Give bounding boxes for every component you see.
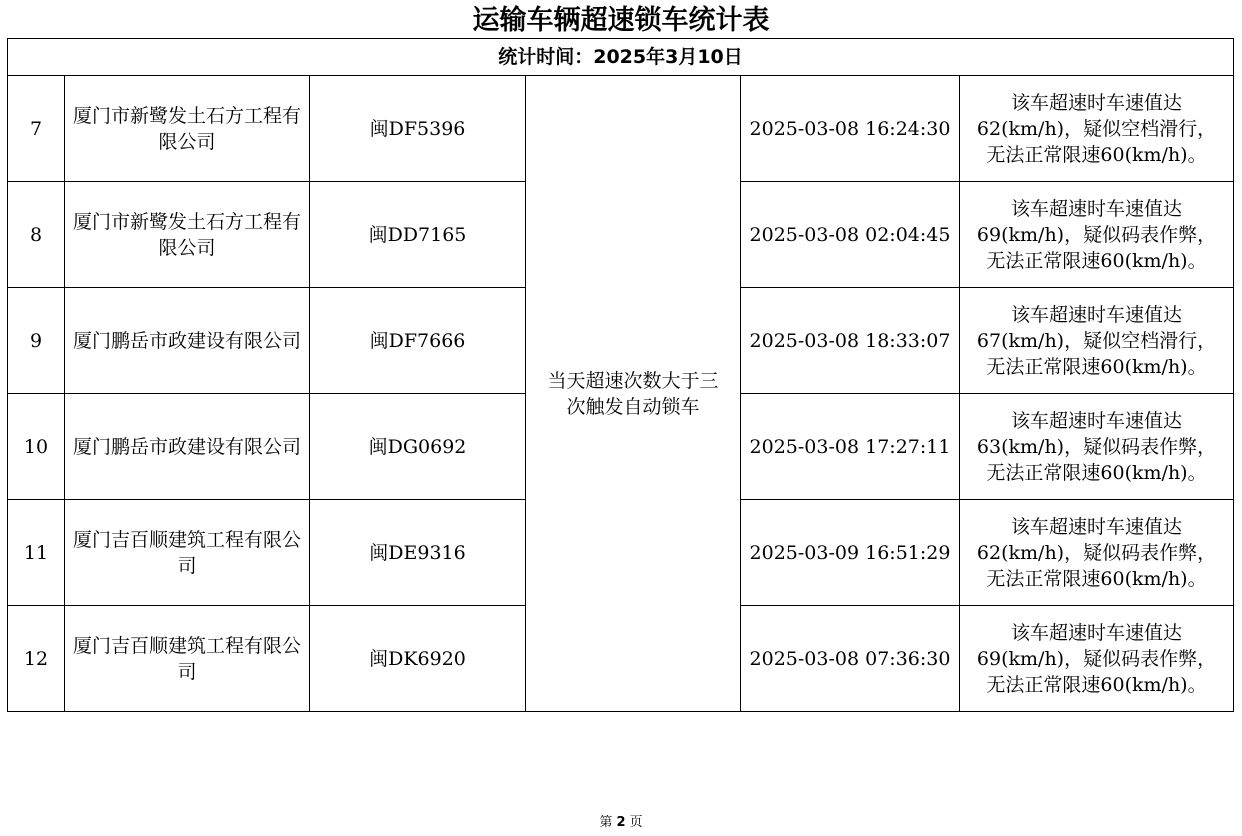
desc-line: 无法正常限速60(km/h)。 bbox=[986, 249, 1207, 272]
company-name: 厦门吉百顺建筑工程有限公司 bbox=[65, 500, 310, 606]
desc-line: 62(km/h)，疑似空档滑行， bbox=[976, 117, 1217, 140]
plate-number: 闽DE9316 bbox=[310, 500, 526, 606]
page-suffix: 页 bbox=[629, 815, 643, 830]
desc-line: 无法正常限速60(km/h)。 bbox=[986, 143, 1207, 166]
page-prefix: 第 bbox=[599, 815, 613, 830]
row-number: 8 bbox=[8, 182, 65, 288]
company-name: 厦门吉百顺建筑工程有限公司 bbox=[65, 606, 310, 712]
row-number: 10 bbox=[8, 394, 65, 500]
stat-time-row bbox=[8, 39, 1234, 76]
page-footer bbox=[0, 811, 1242, 830]
lock-reason bbox=[526, 76, 741, 712]
company-name: 厦门鹏岳市政建设有限公司 bbox=[65, 394, 310, 500]
document-title: 运输车辆超速锁车统计表 bbox=[472, 5, 770, 36]
desc-line: 63(km/h)，疑似码表作弊， bbox=[976, 435, 1217, 458]
overspeed-time: 2025-03-09 16:51:29 bbox=[741, 500, 960, 606]
desc-line: 该车超速时车速值达 bbox=[1011, 303, 1183, 326]
desc-line: 该车超速时车速值达 bbox=[1011, 409, 1183, 432]
overspeed-lock-table bbox=[7, 38, 1234, 712]
speed-description bbox=[960, 76, 1234, 182]
plate-number: 闽DK6920 bbox=[310, 606, 526, 712]
company-name: 厦门鹏岳市政建设有限公司 bbox=[65, 288, 310, 394]
page-number: 2 bbox=[616, 815, 626, 830]
plate-number: 闽DD7165 bbox=[310, 182, 526, 288]
row-number: 7 bbox=[8, 76, 65, 182]
speed-description bbox=[960, 606, 1234, 712]
overspeed-time: 2025-03-08 18:33:07 bbox=[741, 288, 960, 394]
speed-description bbox=[960, 288, 1234, 394]
desc-line: 无法正常限速60(km/h)。 bbox=[986, 461, 1207, 484]
row-number: 12 bbox=[8, 606, 65, 712]
desc-line: 69(km/h)，疑似码表作弊， bbox=[976, 223, 1217, 246]
desc-line: 无法正常限速60(km/h)。 bbox=[986, 355, 1207, 378]
desc-line: 62(km/h)，疑似码表作弊， bbox=[976, 541, 1217, 564]
lock-reason-text: 当天超速次数大于三次触发自动锁车 bbox=[547, 369, 719, 418]
desc-line: 该车超速时车速值达 bbox=[1011, 91, 1183, 114]
desc-line: 无法正常限速60(km/h)。 bbox=[986, 673, 1207, 696]
overspeed-time: 2025-03-08 07:36:30 bbox=[741, 606, 960, 712]
plate-number: 闽DG0692 bbox=[310, 394, 526, 500]
desc-line: 69(km/h)，疑似码表作弊， bbox=[976, 647, 1217, 670]
desc-line: 无法正常限速60(km/h)。 bbox=[986, 567, 1207, 590]
row-number: 9 bbox=[8, 288, 65, 394]
desc-line: 67(km/h)，疑似空档滑行， bbox=[976, 329, 1217, 352]
row-number: 11 bbox=[8, 500, 65, 606]
speed-description bbox=[960, 182, 1234, 288]
overspeed-time: 2025-03-08 16:24:30 bbox=[741, 76, 960, 182]
overspeed-time: 2025-03-08 02:04:45 bbox=[741, 182, 960, 288]
desc-line: 该车超速时车速值达 bbox=[1011, 197, 1183, 220]
plate-number: 闽DF7666 bbox=[310, 288, 526, 394]
stat-time: 统计时间：2025年3月10日 bbox=[8, 39, 1234, 76]
company-name: 厦门市新鹭发土石方工程有限公司 bbox=[65, 182, 310, 288]
desc-line: 该车超速时车速值达 bbox=[1011, 515, 1183, 538]
plate-number: 闽DF5396 bbox=[310, 76, 526, 182]
overspeed-time: 2025-03-08 17:27:11 bbox=[741, 394, 960, 500]
speed-description bbox=[960, 500, 1234, 606]
table-row bbox=[8, 76, 1234, 182]
desc-line: 该车超速时车速值达 bbox=[1011, 621, 1183, 644]
company-name: 厦门市新鹭发土石方工程有限公司 bbox=[65, 76, 310, 182]
speed-description bbox=[960, 394, 1234, 500]
